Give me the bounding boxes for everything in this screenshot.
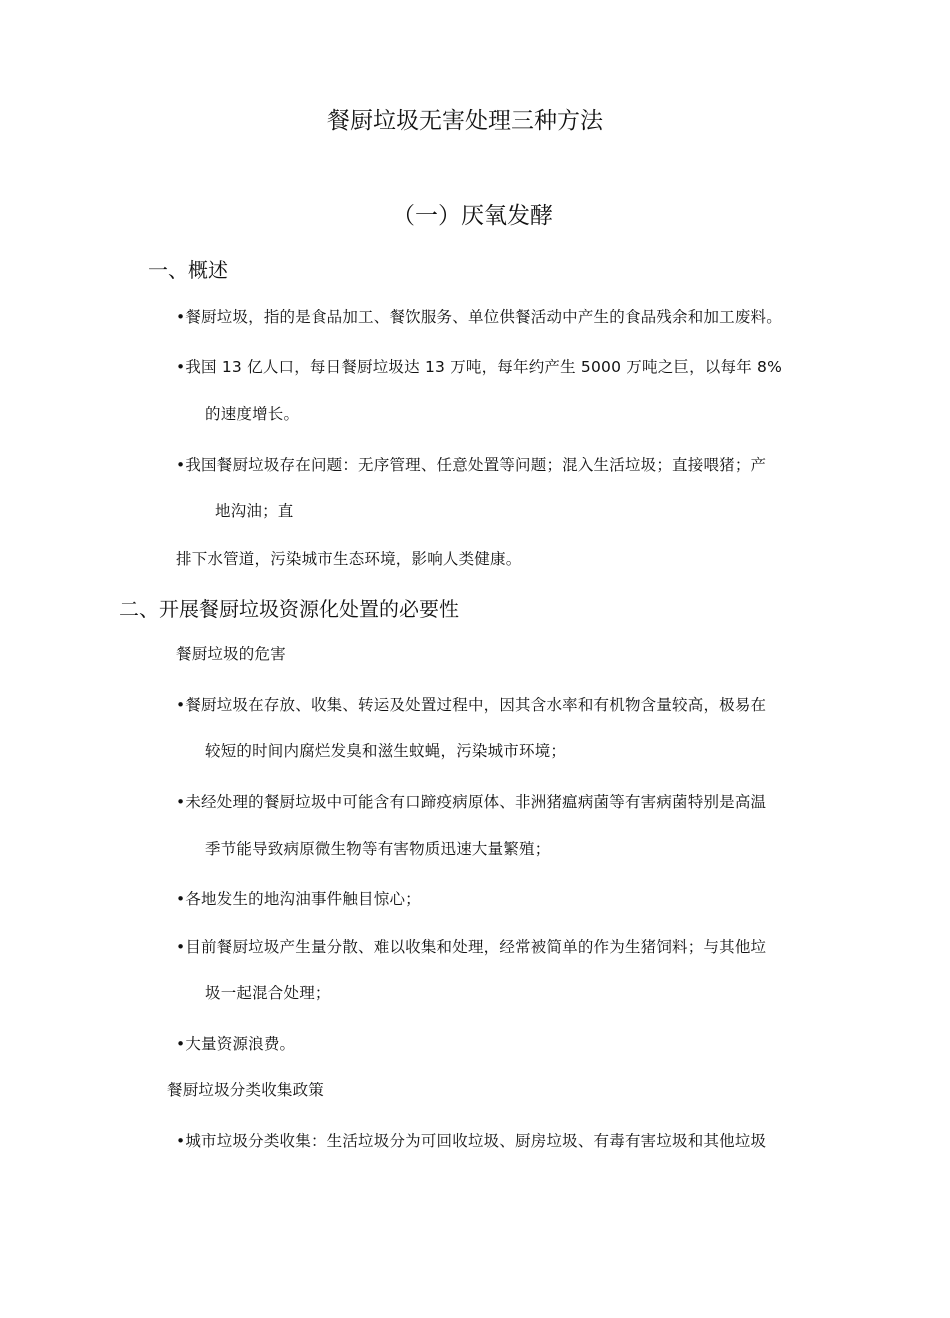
paragraph-line: •未经处理的餐厨垃圾中可能含有口蹄疫病原体、非洲猪瘟病菌等有害病菌特别是高温 [176, 793, 767, 811]
subsection-heading: 餐厨垃圾的危害 [176, 645, 286, 663]
paragraph-line: 较短的时间内腐烂发臭和滋生蚊蝇，污染城市环境； [205, 742, 567, 760]
paragraph-line: •目前餐厨垃圾产生量分散、难以收集和处理，经常被简单的作为生猪饲料；与其他垃 [176, 938, 767, 956]
section1-heading: 一、概述 [148, 258, 228, 282]
paragraph-line: •我国 13 亿人口，每日餐厨垃圾达 13 万吨，每年约产生 5000 万吨之巨，以每年 8% [176, 358, 783, 376]
document-title: 餐厨垃圾无害处理三种方法 [327, 108, 603, 134]
paragraph-line: •各地发生的地沟油事件触目惊心； [176, 890, 421, 908]
paragraph-line: 季节能导致病原微生物等有害物质迅速大量繁殖； [205, 840, 551, 858]
paragraph-line: •城市垃圾分类收集：生活垃圾分为可回收垃圾、厨房垃圾、有毒有害垃圾和其他垃圾 [176, 1132, 767, 1150]
section2-heading: 二、开展餐厨垃圾资源化处置的必要性 [119, 597, 459, 621]
paragraph-line: 圾一起混合处理； [205, 984, 331, 1002]
paragraph-line: •餐厨垃圾，指的是食品加工、餐饮服务、单位供餐活动中产生的食品残余和加工废料。 [176, 308, 782, 326]
subsection-heading: 餐厨垃圾分类收集政策 [167, 1081, 325, 1099]
section-subtitle: （一）厌氧发酵 [392, 203, 553, 229]
paragraph-line: •大量资源浪费。 [176, 1035, 296, 1053]
paragraph-line: •餐厨垃圾在存放、收集、转运及处置过程中，因其含水率和有机物含量较高，极易在 [176, 696, 767, 714]
paragraph-line: 的速度增长。 [205, 405, 300, 423]
paragraph-line: 地沟油；直 [215, 502, 294, 520]
paragraph-line: •我国餐厨垃圾存在问题：无序管理、任意处置等问题；混入生活垃圾；直接喂猪；产 [176, 456, 767, 474]
paragraph-line: 排下水管道，污染城市生态环境，影响人类健康。 [176, 550, 522, 568]
